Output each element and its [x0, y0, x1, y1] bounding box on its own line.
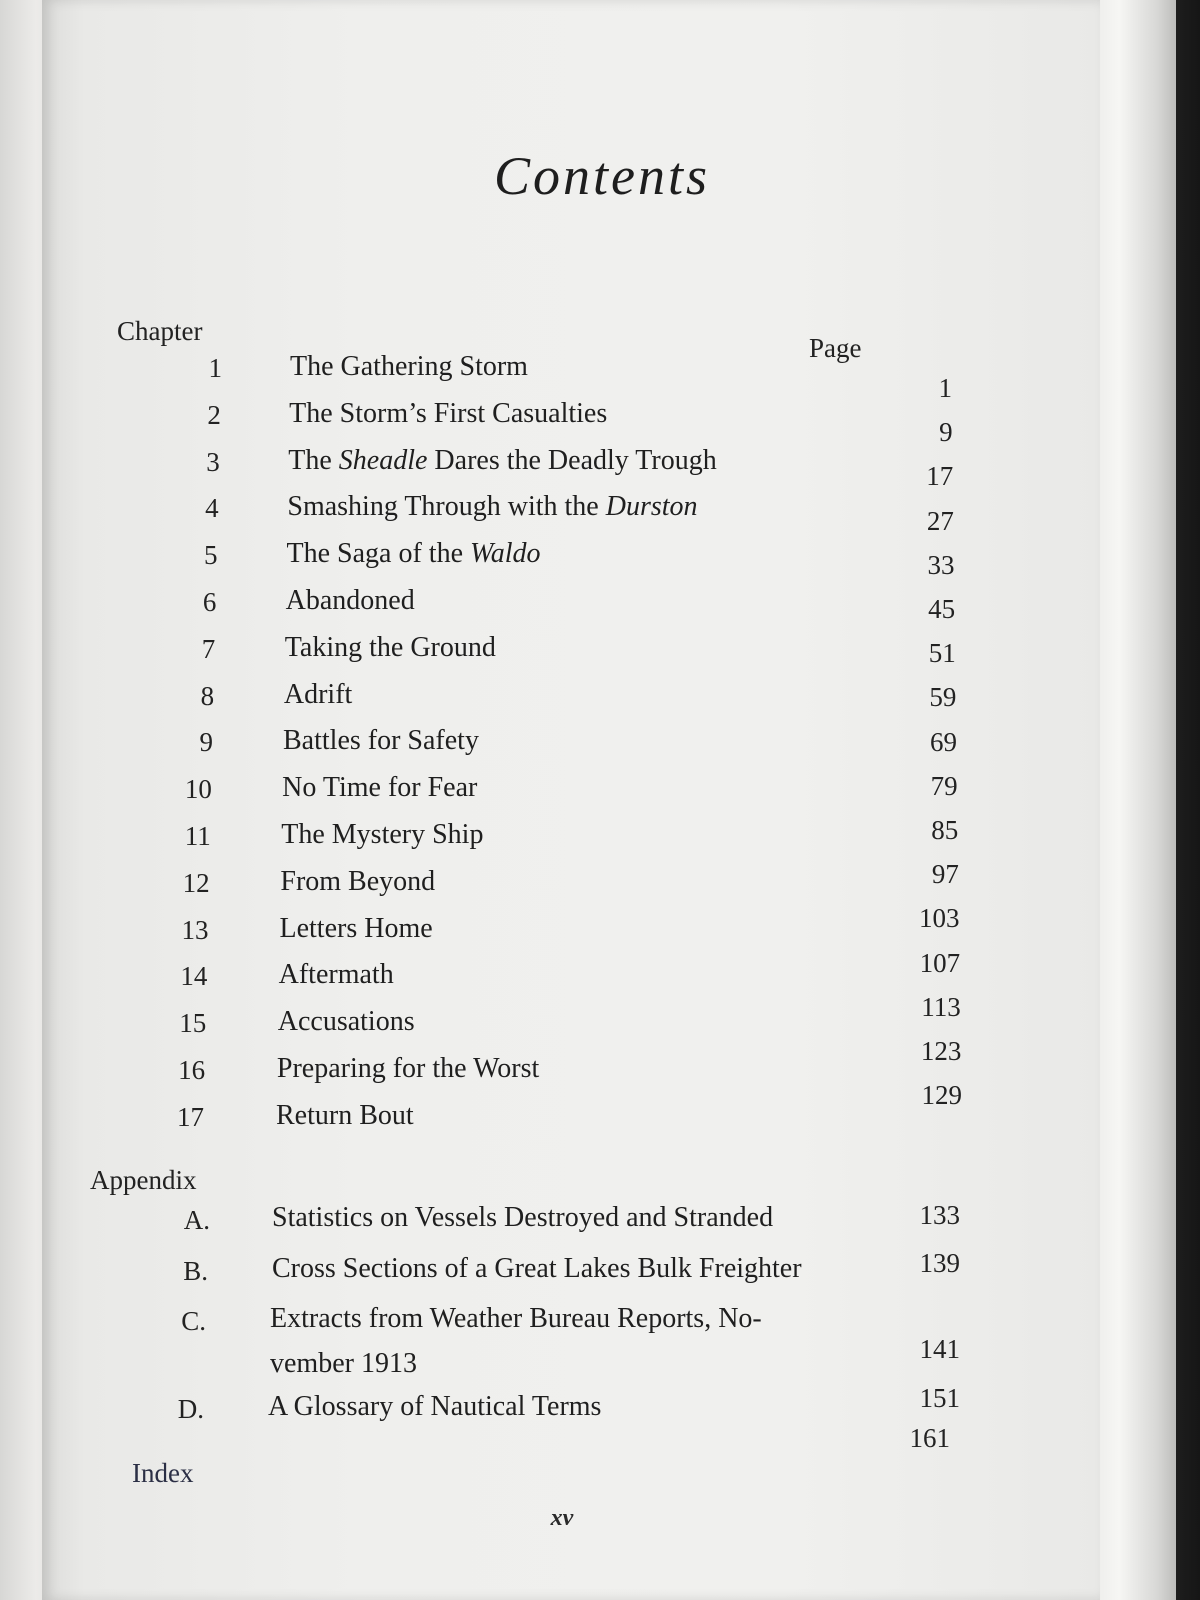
chapter-title	[281, 819, 483, 851]
chapter-title-text: Smashing Through with the	[287, 491, 606, 523]
chapter-page-number: 1	[938, 373, 952, 403]
chapter-number: 5	[204, 540, 218, 571]
book-page	[42, 0, 1100, 1600]
chapter-page-number: 97	[931, 859, 959, 890]
chapter-title-text: Taking the Ground	[284, 631, 496, 663]
chapter-title	[282, 772, 477, 804]
chapter-page-number: 103	[919, 903, 960, 934]
chapter-title-text: Accusations	[277, 1006, 415, 1038]
appendix-letter: D.	[177, 1394, 204, 1424]
appendix-title-continued: vember 1913	[270, 1348, 417, 1379]
chapter-page-number: 113	[921, 991, 961, 1022]
chapter-title	[280, 866, 435, 898]
chapter-number: 12	[182, 867, 210, 898]
appendix-title: Extracts from Weather Bureau Reports, No-	[270, 1303, 762, 1334]
chapter-title-text: From Beyond	[280, 865, 436, 897]
chapter-number: 13	[181, 914, 209, 945]
chapter-number: 15	[179, 1008, 207, 1039]
chapter-page-number: 33	[927, 549, 955, 580]
appendix-title: A Glossary of Nautical Terms	[268, 1391, 602, 1422]
appendix-page-number: 141	[919, 1334, 960, 1364]
folio-page-number: xv	[550, 1505, 574, 1531]
chapter-number: 8	[200, 680, 215, 711]
chapter-title	[289, 398, 607, 430]
chapter-page-number: 9	[939, 417, 953, 448]
appendix-page-number: 151	[919, 1383, 960, 1413]
chapter-number: 7	[201, 633, 216, 664]
chapter-title-text: The Gathering Storm	[290, 351, 528, 382]
chapter-title	[284, 679, 352, 711]
chapter-page-number: 123	[920, 1036, 962, 1066]
index-page-number: 161	[909, 1423, 950, 1453]
chapter-number: 3	[206, 446, 220, 477]
appendix-title: Cross Sections of a Great Lakes Bulk Freighter	[272, 1253, 802, 1284]
chapter-title-text: Battles for Safety	[283, 725, 479, 757]
appendix-letter: C.	[181, 1306, 206, 1336]
appendix-page-number: 139	[919, 1248, 960, 1278]
chapter-number: 1	[208, 353, 222, 383]
chapter-number: 11	[184, 821, 211, 851]
chapter-page-number: 85	[931, 815, 959, 845]
chapter-page-number: 129	[921, 1080, 962, 1111]
chapter-page-number: 69	[930, 726, 957, 757]
appendix-page-number: 133	[919, 1200, 960, 1230]
chapter-number: 14	[180, 961, 208, 992]
appendix-letter: A.	[183, 1205, 210, 1235]
chapter-page-number: 59	[929, 682, 957, 713]
chapter-title-text: The Storm’s First Casualties	[289, 397, 608, 429]
chapter-page-number: 79	[930, 770, 958, 801]
page-title: Contents	[493, 146, 710, 206]
chapter-number: 6	[202, 587, 217, 617]
chapter-title-text: Dares the Deadly Trough	[427, 444, 717, 476]
chapter-title-ship-name: Waldo	[470, 538, 541, 570]
chapter-number: 17	[177, 1101, 204, 1132]
appendix-letter: B.	[183, 1256, 208, 1286]
chapter-title	[285, 632, 496, 664]
chapter-column-label: Chapter	[117, 316, 203, 346]
chapter-title	[290, 351, 528, 383]
chapter-title	[279, 959, 394, 991]
chapter-title	[278, 1006, 415, 1038]
chapter-page-number: 51	[928, 638, 956, 669]
page-column-label: Page	[809, 333, 862, 363]
chapter-title-text: Adrift	[283, 678, 353, 710]
chapter-number: 10	[184, 774, 212, 805]
chapter-title-text: The Mystery Ship	[281, 819, 484, 850]
chapter-number: 4	[205, 493, 219, 524]
chapter-page-number: 107	[919, 947, 961, 978]
chapter-title-text: The	[288, 444, 339, 476]
chapter-page-number: 17	[926, 461, 954, 492]
chapter-title-text: Aftermath	[278, 959, 394, 991]
appendix-label: Appendix	[90, 1165, 197, 1195]
appendix-title: Statistics on Vessels Destroyed and Stranded	[272, 1202, 774, 1233]
index-label: Index	[132, 1458, 194, 1488]
chapter-title	[288, 445, 716, 477]
chapter-title	[287, 491, 697, 523]
chapter-title	[287, 538, 541, 570]
chapter-title-text: The Saga of the	[286, 538, 470, 570]
chapter-title-text: No Time for Fear	[282, 772, 478, 804]
chapter-number: 16	[178, 1055, 206, 1085]
chapter-title-text: Preparing for the Worst	[276, 1053, 540, 1084]
chapter-page-number: 45	[928, 594, 956, 624]
chapter-number: 9	[199, 727, 213, 758]
chapter-page-number: 27	[926, 505, 954, 536]
chapter-number: 2	[207, 399, 221, 430]
chapter-title-text: Return Bout	[276, 1099, 414, 1131]
chapter-title	[283, 725, 479, 757]
chapter-title	[280, 913, 433, 945]
chapter-title-text: Abandoned	[285, 585, 415, 616]
chapter-title-ship-name: Durston	[605, 491, 698, 523]
chapter-title-ship-name: Sheadle	[338, 444, 428, 476]
chapter-title	[286, 585, 415, 617]
chapter-title	[276, 1100, 414, 1132]
chapter-title	[277, 1053, 539, 1085]
chapter-title-text: Letters Home	[279, 912, 433, 944]
